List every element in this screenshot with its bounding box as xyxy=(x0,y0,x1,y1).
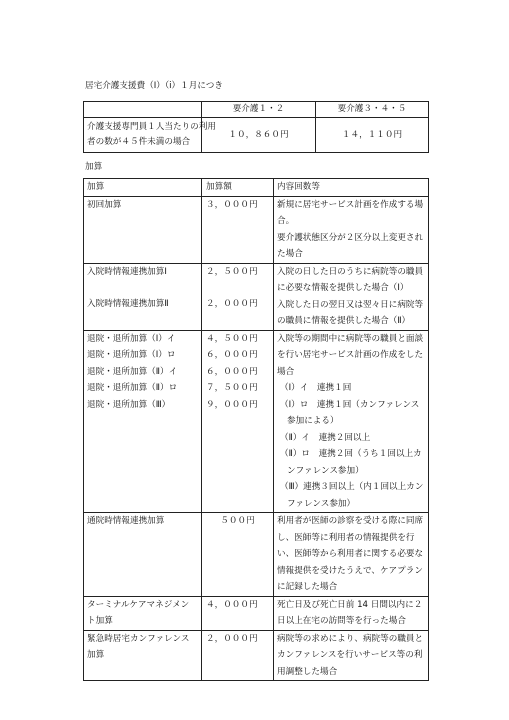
detail-line: 利用者が医師の診察を受ける際に同席 xyxy=(277,516,424,526)
detail-line: ンファレンス参加） xyxy=(287,465,364,476)
detail-line: （Ⅱ）イ 連携２回以上 xyxy=(280,432,371,443)
addition-name: 入院時情報連携加算Ⅰ xyxy=(87,266,167,277)
detail-line: に必要な情報を提供した場合（Ⅰ） xyxy=(277,283,409,293)
section2-title: 加算 xyxy=(85,162,103,172)
table-row xyxy=(84,118,429,153)
addition-name-cell xyxy=(84,263,202,330)
addition-name: 通院時情報連携加算 xyxy=(87,516,165,526)
addition-name-cell xyxy=(84,630,202,681)
addition-name: 加算 xyxy=(87,650,105,660)
detail-line: 用調整した場合 xyxy=(277,666,338,677)
amount-care-level-3-5: １４，１１０円 xyxy=(316,118,429,153)
detail-line: 死亡日及び死亡日前 14 日間以内に２ xyxy=(277,599,423,610)
addition-details-cell xyxy=(274,596,429,630)
table-header-row xyxy=(84,179,429,197)
detail-line: （Ⅲ）連携３回以上（内１回以上カン xyxy=(280,482,424,492)
header-care-level-3-5: 要介護３・４・５ xyxy=(316,102,429,118)
detail-line: （Ⅰ）イ 連携１回 xyxy=(280,383,352,393)
addition-amount-cell xyxy=(202,596,274,630)
spacer xyxy=(206,280,273,296)
table-row xyxy=(84,513,429,597)
header-care-level-1-2: 要介護１・２ xyxy=(202,102,316,118)
detail-line: い、医師等から利用者に関する必要な xyxy=(277,549,424,559)
table-header-row xyxy=(84,102,429,118)
addition-amount: ９，０００円 xyxy=(206,399,258,410)
detail-line: （Ⅰ）ロ 連携１回（カンファレンス xyxy=(280,399,420,410)
row-label-line: 者の数が４５件未満の場合 xyxy=(87,137,191,147)
addition-name: 退院・退所加算（Ⅱ）ロ xyxy=(87,383,178,393)
additions-table xyxy=(83,178,429,681)
addition-name-cell xyxy=(84,596,202,630)
spacer xyxy=(87,280,201,296)
detail-line: 場合 xyxy=(277,366,295,377)
addition-details-cell xyxy=(274,263,429,330)
detail-line: 合。 xyxy=(277,216,295,226)
addition-amount: ２，０００円 xyxy=(206,299,258,309)
detail-line: （Ⅱ）ロ 連携２回（うち１回以上カ xyxy=(280,449,422,459)
detail-line: 入院した日の翌日又は翌々日に病院等 xyxy=(277,299,424,310)
addition-name: 退院・退所加算（Ⅰ）ロ xyxy=(87,350,176,360)
detail-line: 入院等の期間中に病院等の職員と面談 xyxy=(277,333,424,344)
addition-amount-cell xyxy=(202,330,274,513)
detail-line: 要介護状態区分が２区分以上変更され xyxy=(277,232,424,243)
detail-line: 情報提供を受けたうえで、ケアプラン xyxy=(277,565,423,576)
addition-amount: ２，０００円 xyxy=(206,633,258,644)
addition-amount: ５００円 xyxy=(220,516,255,526)
addition-name: 緊急時居宅カンファレンス xyxy=(87,633,190,644)
addition-name-cell xyxy=(84,330,202,513)
addition-amount: ４，０００円 xyxy=(206,599,258,610)
addition-name: 初回加算 xyxy=(87,199,122,210)
addition-details-cell xyxy=(274,330,429,513)
addition-details-cell xyxy=(274,513,429,597)
amount-care-level-1-2: １０，８６０円 xyxy=(202,118,316,153)
table-row xyxy=(84,196,429,263)
detail-line: 参加による） xyxy=(287,416,339,426)
table-row xyxy=(84,630,429,681)
table-row xyxy=(84,263,429,330)
row-label-line: 介護支援専門員１人当たりの利用 xyxy=(87,122,216,132)
detail-line: た場合 xyxy=(277,249,303,259)
addition-name: ターミナルケアマネジメン xyxy=(87,599,190,610)
row-label-cell xyxy=(84,118,216,153)
addition-name: 退院・退所加算（Ⅲ） xyxy=(87,399,171,410)
detail-line: ファレンス参加） xyxy=(287,498,356,509)
detail-line: を行い居宅サービス計画の作成をした xyxy=(277,350,424,360)
addition-amount: ２，５００円 xyxy=(206,266,258,277)
addition-amount: ４，５００円 xyxy=(206,333,258,344)
addition-details-cell xyxy=(274,196,429,263)
addition-name-cell xyxy=(84,196,202,263)
addition-amount-cell xyxy=(202,630,274,681)
addition-name: 退院・退所加算（Ⅱ）イ xyxy=(87,366,178,377)
addition-details-cell xyxy=(274,630,429,681)
detail-line: 新規に居宅サービス計画を作成する場 xyxy=(277,199,424,210)
addition-amount: ７，５００円 xyxy=(206,383,258,393)
addition-name: 退院・退所加算（Ⅰ）イ xyxy=(87,333,176,344)
addition-amount: ６，０００円 xyxy=(206,350,258,360)
header-amount: 加算額 xyxy=(202,179,274,197)
empty-header-cell xyxy=(84,102,202,118)
detail-line: 病院等の求めにより、病院等の職員と xyxy=(277,633,424,644)
header-addition: 加算 xyxy=(84,179,202,197)
addition-amount-cell xyxy=(202,263,274,330)
care-fee-table xyxy=(83,101,429,153)
addition-name: 入院時情報連携加算Ⅱ xyxy=(87,299,169,309)
detail-line: し、医師等に利用者の情報提供を行 xyxy=(277,532,415,543)
table-row xyxy=(84,596,429,630)
detail-line: 入院の日した日のうちに病院等の職員 xyxy=(277,266,424,277)
addition-amount-cell xyxy=(202,196,274,263)
addition-amount-cell xyxy=(202,513,274,597)
detail-line: に記録した場合 xyxy=(277,582,338,592)
detail-line: カンファレンスを行いサービス等の利 xyxy=(277,650,423,660)
detail-line: の職員に情報を提供した場合（Ⅱ） xyxy=(277,316,411,326)
addition-name-cell xyxy=(84,513,202,597)
detail-line: 日以上在宅の訪問等を行った場合 xyxy=(277,616,406,626)
header-details: 内容回数等 xyxy=(274,179,429,197)
section1-title: 居宅介護支援費（Ⅰ）（ⅰ）１月につき xyxy=(85,81,223,91)
addition-amount: ６，０００円 xyxy=(206,366,258,377)
addition-amount: ３，０００円 xyxy=(206,199,258,210)
addition-name: ト加算 xyxy=(87,616,113,626)
table-row xyxy=(84,330,429,513)
